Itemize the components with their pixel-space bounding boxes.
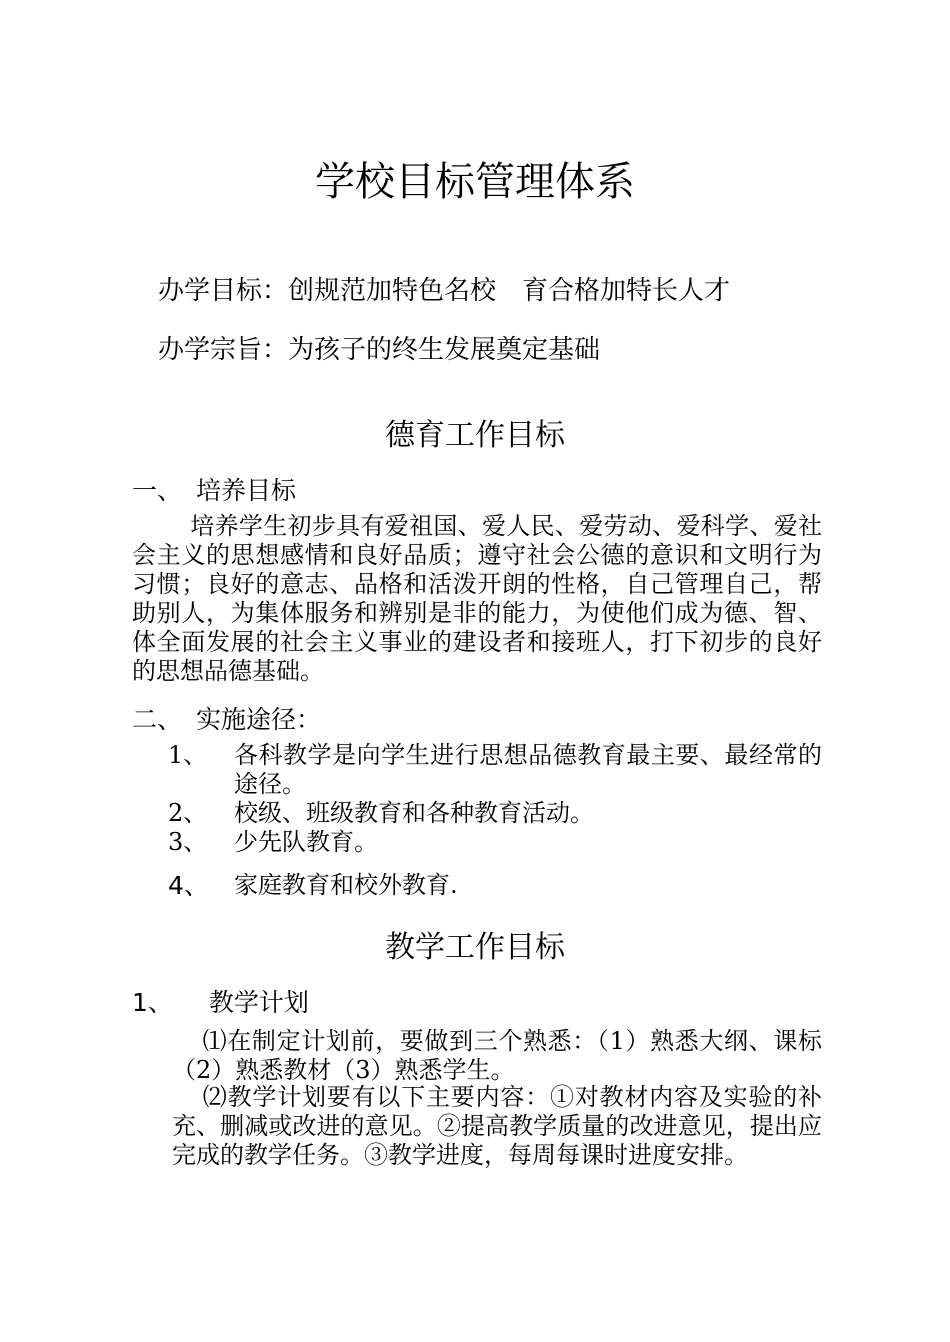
school-purpose-label: 办学宗旨： xyxy=(158,335,289,365)
list-item-text: 各科教学是向学生进行思想品德教育最主要、最经常的途径。 xyxy=(234,741,822,798)
school-goal-line xyxy=(158,270,730,307)
list-item xyxy=(168,828,822,857)
document-title: 学校目标管理体系 xyxy=(315,159,635,205)
list-item-text: 家庭教育和校外教育. xyxy=(234,871,458,899)
list-item-number: 3、 xyxy=(168,828,208,856)
section-training-goals xyxy=(132,471,296,507)
teaching-plan-paragraph-2 xyxy=(172,1083,822,1170)
section-marker: 一、 xyxy=(132,476,183,505)
teaching-plan-paragraph-1 xyxy=(172,1027,822,1085)
teaching-heading: 教学工作目标 xyxy=(385,930,565,965)
moral-education-heading: 德育工作目标 xyxy=(385,418,565,453)
training-goals-text: 培养学生初步具有爱祖国、爱人民、爱劳动、爱科学、爱社会主义的思想感情和良好品质；遵守社会公德的意识和文明行为习惯；良好的意志、品格和活泼开朗的性格，自己管理自己，帮助别人，为集体服务和辨别是非的能力，为使他们成为德、智、体全面发展的社会主义事业的建设者和接班人，打下初步的良好的思想品德基础。 xyxy=(132,512,822,685)
school-purpose-text: 为孩子的终生发展奠定基础 xyxy=(288,335,601,365)
paragraph-text: ⑴在制定计划前，要做到三个熟悉：（1）熟悉大纲、课标（2）熟悉教材（3）熟悉学生。 xyxy=(172,1027,822,1084)
paragraph-text: ⑵教学计划要有以下主要内容：①对教材内容及实验的补充、删减或改进的意见。②提高教学质量的改进意见，提出应完成的教学任务。③教学进度，每周每课时进度安排。 xyxy=(172,1083,822,1169)
section-marker: 1、 xyxy=(132,988,173,1017)
school-goal-label: 办学目标： xyxy=(158,276,289,306)
section-title: 培养目标 xyxy=(196,476,297,505)
section-implementation xyxy=(132,700,321,736)
list-item-text: 少先队教育。 xyxy=(234,828,378,856)
list-item-text: 校级、班级教育和各种教育活动。 xyxy=(234,799,594,827)
section-teaching-plan xyxy=(132,983,309,1019)
training-goals-paragraph xyxy=(132,512,822,686)
list-item-number: 2、 xyxy=(168,799,208,827)
list-item xyxy=(168,871,822,900)
section-title: 实施途径： xyxy=(196,705,322,734)
list-item xyxy=(168,799,822,828)
school-purpose-line xyxy=(158,329,600,366)
section-marker: 二、 xyxy=(132,705,183,734)
school-goal-text: 创规范加特色名校 育合格加特长人才 xyxy=(288,276,731,306)
list-item-number: 4、 xyxy=(168,871,209,900)
list-item xyxy=(168,741,822,799)
list-item-number: 1、 xyxy=(168,741,208,769)
section-title: 教学计划 xyxy=(208,988,309,1017)
